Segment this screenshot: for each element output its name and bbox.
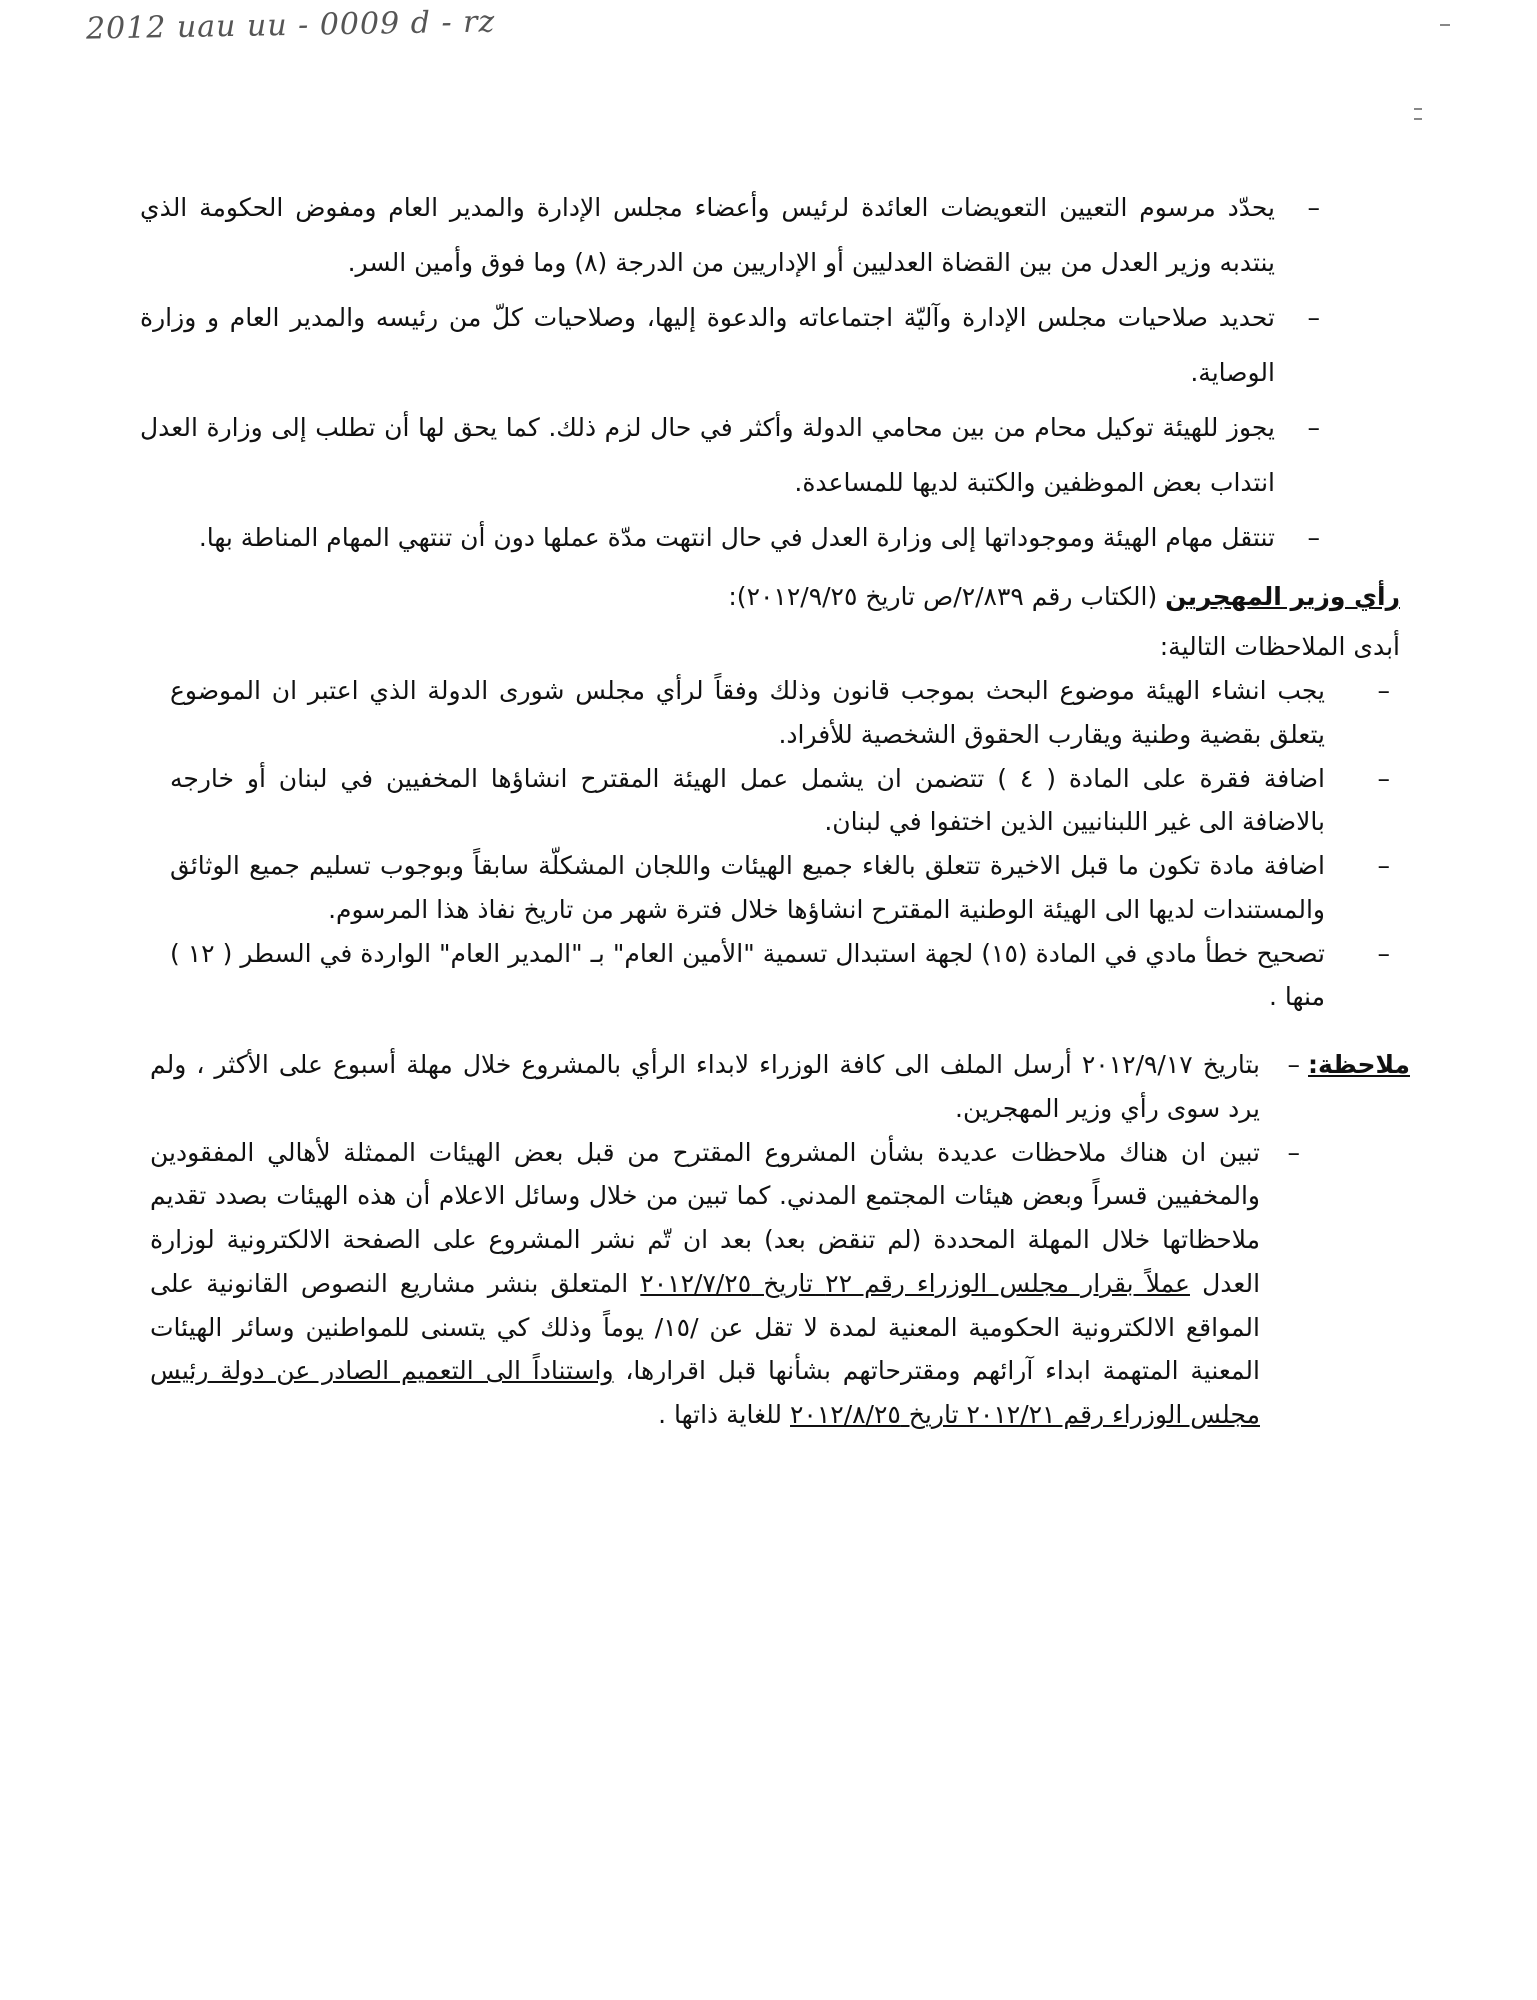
underlined-reference: واستناداً الى التعميم الصادر عن دولة رئيس مجلس الوزراء رقم ٢٠١٢/٢١ تاريخ ٢٠١٢/٨/٢٥ bbox=[150, 1356, 1260, 1429]
note-section bbox=[140, 1043, 1410, 1437]
section-heading bbox=[140, 569, 1400, 624]
heading-reference: (الكتاب رقم ٢/٨٣٩/ص تاريخ ٢٠١٢/٩/٢٥): bbox=[728, 582, 1166, 611]
section1-list bbox=[140, 180, 1400, 565]
note-item: – بتاريخ ٢٠١٢/٩/١٧ أرسل الملف الى كافة الوزراء لابداء الرأي بالمشروع خلال مهلة أسبوع على الأكثر ، ولم يرد سوى رأي وزير المهجرين. bbox=[150, 1050, 1300, 1123]
list-item: – تحديد صلاحيات مجلس الإدارة وآليّة اجتماعاته والدعوة إليها، وصلاحيات كلّ من رئيسه والمدير العام و وزارة الوصاية. bbox=[140, 303, 1320, 387]
list-item: – يحدّد مرسوم التعيين التعويضات العائدة لرئيس وأعضاء مجلس الإدارة والمدير العام ومفوض الحكومة الذي ينتدبه وزير العدل من بين القضاة العدليين أو الإداريين من الدرجة (٨) وما فوق وأمين السر. bbox=[140, 193, 1320, 277]
note-label: ملاحظة: bbox=[1308, 1050, 1410, 1079]
list-item: – اضافة مادة تكون ما قبل الاخيرة تتعلق بالغاء جميع الهيئات واللجان المشكلّة سابقاً وبوجوب تسليم جميع الوثائق والمستندات لديها الى الهيئة الوطنية المقترح انشاؤها خلال فترة شهر من تاريخ نفاذ هذا المرسوم. bbox=[170, 851, 1390, 924]
edge-mark bbox=[1440, 24, 1450, 26]
section2-list bbox=[140, 669, 1400, 1019]
document-page bbox=[140, 180, 1410, 1437]
note-item: – تبين ان هناك ملاحظات عديدة بشأن المشروع المقترح من قبل بعض الهيئات الممثلة لأهالي المفقودين والمخفيين قسراً وبعض هيئات المجتمع المدني. كما تبين من خلال وسائل الاعلام أن هذه الهيئات بصدد تقديم ملاحظاتها خلال المهلة المحددة (لم تنقض بعد) بعد ان تّم نشر المشروع على الصفحة الالكترونية لوزارة العدل عملاً بقرار مجلس الوزراء رقم ٢٢ تاريخ ٢٠١٢/٧/٢٥ المتعلق بنشر مشاريع النصوص القانونية على المواقع الالكترونية الحكومية المعنية لمدة لا تقل عن /١٥/ يوماً وذلك كي يتسنى للمواطنين وسائر الهيئات المعنية المتهمة ابداء آرائهم ومقترحاتهم بشأنها قبل اقرارها، واستناداً الى التعميم الصادر عن دولة رئيس مجلس الوزراء رقم ٢٠١٢/٢١ تاريخ ٢٠١٢/٨/٢٥ للغاية ذاتها . bbox=[150, 1137, 1300, 1429]
intro-text: أبدى الملاحظات التالية: bbox=[1159, 632, 1400, 661]
heading-title: رأي وزير المهجرين bbox=[1165, 582, 1400, 611]
list-item: – اضافة فقرة على المادة ( ٤ ) تتضمن ان يشمل عمل الهيئة المقترح انشاؤها المخفيين في لبنان أو خارجه بالاضافة الى غير اللبنانيين الذين اختفوا في لبنان. bbox=[170, 763, 1390, 837]
list-item: – يجب انشاء الهيئة موضوع البحث بموجب قانون وذلك وفقاً لرأي مجلس شورى الدولة الذي اعتبر ان الموضوع يتعلق بقضية وطنية ويقارب الحقوق الشخصية للأفراد. bbox=[170, 676, 1390, 749]
handwritten-reference: 2012 uau uu - 0009 d - rz bbox=[85, 4, 496, 47]
underlined-reference: عملاً بقرار مجلس الوزراء رقم ٢٢ تاريخ ٢٠١٢/٧/٢٥ bbox=[640, 1268, 1190, 1298]
edge-mark bbox=[1414, 108, 1422, 110]
list-item: – تصحيح خطأ مادي في المادة (١٥) لجهة استبدال تسمية "الأمين العام" بـ "المدير العام" الواردة في السطر ( ١٢ ) منها . bbox=[170, 938, 1390, 1012]
note-body bbox=[150, 1043, 1300, 1437]
list-item: – تنتقل مهام الهيئة وموجوداتها إلى وزارة العدل في حال انتهت مدّة عملها دون أن تنتهي المهام المناطة بها. bbox=[198, 523, 1320, 552]
edge-mark bbox=[1414, 118, 1422, 120]
list-item: – يجوز للهيئة توكيل محام من بين محامي الدولة وأكثر في حال لزم ذلك. كما يحق لها أن تطلب إلى وزارة العدل انتداب بعض الموظفين والكتبة لديها للمساعدة. bbox=[140, 413, 1320, 497]
